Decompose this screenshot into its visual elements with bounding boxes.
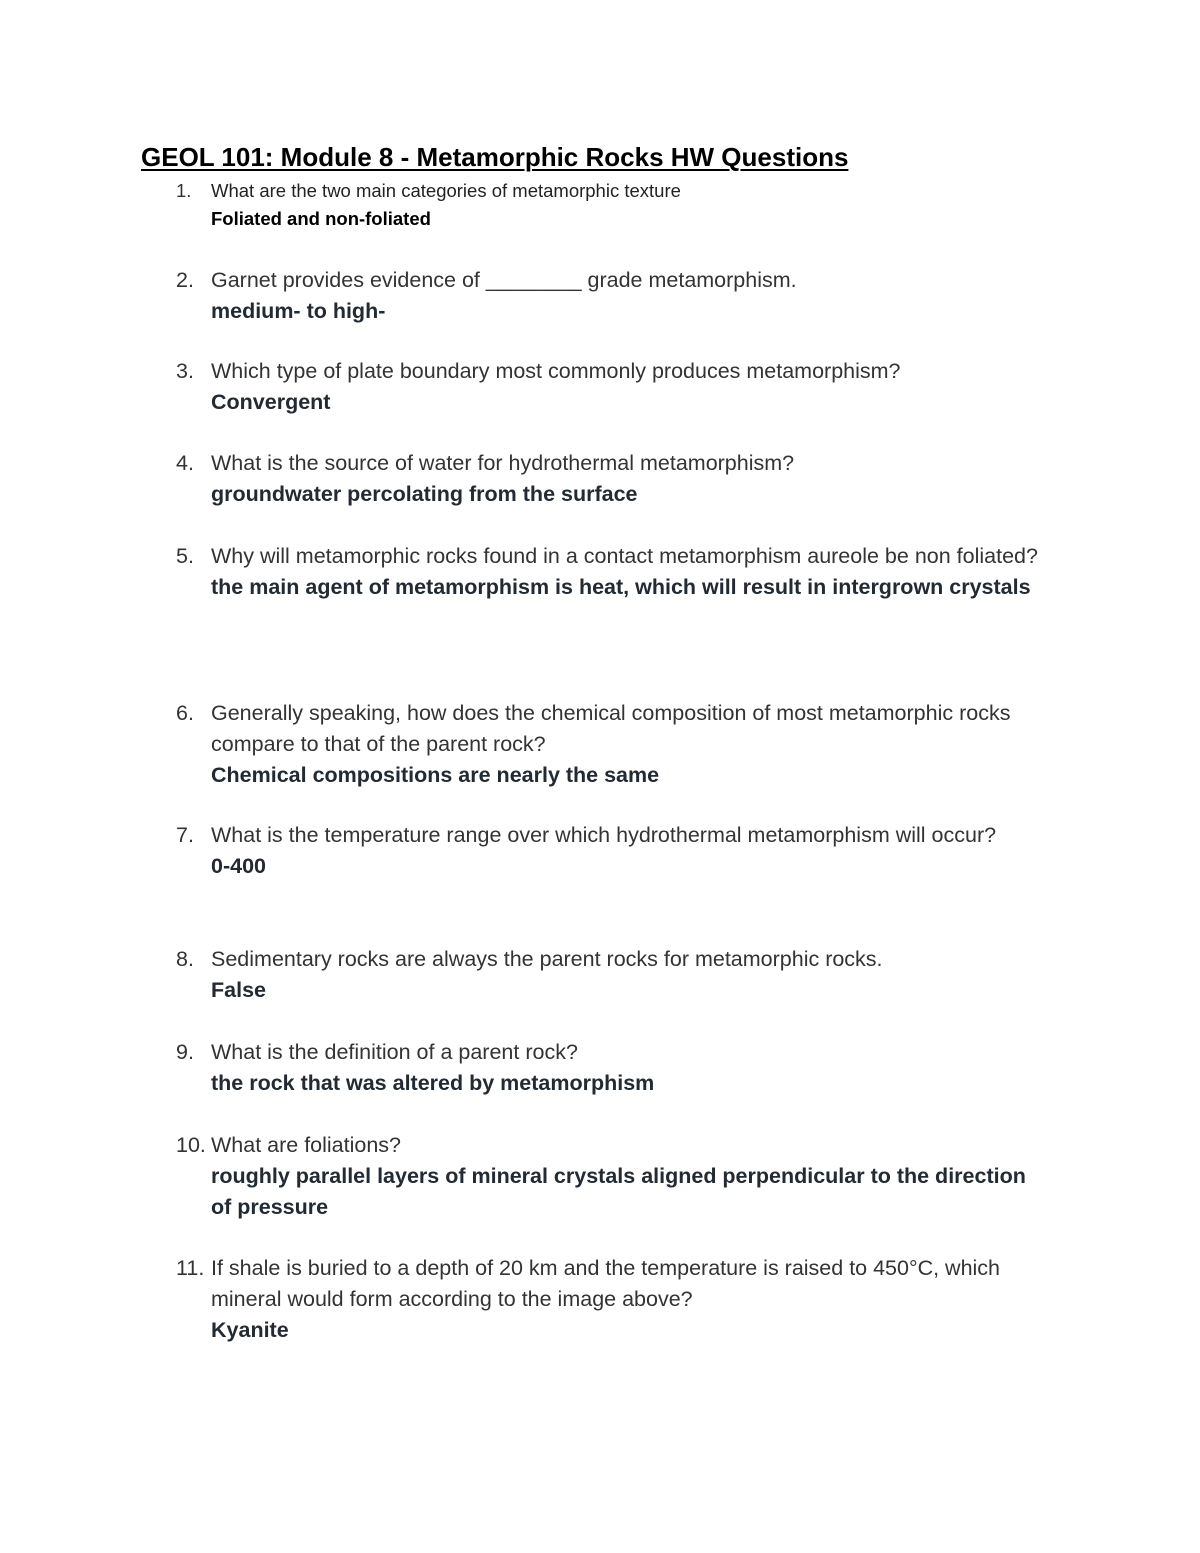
question-number: 8. bbox=[176, 947, 194, 971]
question-body bbox=[211, 1130, 1041, 1223]
answer-text: False bbox=[211, 978, 266, 1002]
question-body bbox=[211, 265, 1041, 327]
question-body bbox=[211, 820, 1041, 882]
question-body bbox=[211, 944, 1041, 1006]
question-number: 9. bbox=[176, 1040, 194, 1064]
question-body bbox=[211, 541, 1041, 603]
question-body bbox=[211, 1037, 1041, 1099]
answer-text: 0-400 bbox=[211, 854, 266, 878]
question-number: 6. bbox=[176, 701, 194, 725]
question-body bbox=[211, 698, 1041, 791]
question-body bbox=[211, 448, 1041, 510]
question-number: 2. bbox=[176, 268, 194, 292]
question-number: 1. bbox=[176, 180, 192, 201]
question-text: If shale is buried to a depth of 20 km and the temperature is raised to 450°C, which mineral would form according to the image above? bbox=[211, 1256, 1001, 1311]
answer-text: Chemical compositions are nearly the same bbox=[211, 763, 660, 787]
answer-text: Convergent bbox=[211, 390, 331, 414]
question-body bbox=[211, 1253, 1041, 1346]
answer-text: roughly parallel layers of mineral crystals aligned perpendicular to the direction of pressure bbox=[211, 1164, 1026, 1219]
answer-text: Kyanite bbox=[211, 1318, 289, 1342]
question-text: What is the source of water for hydrothermal metamorphism? bbox=[211, 451, 795, 475]
question-text: What are the two main categories of metamorphic texture bbox=[211, 180, 681, 201]
answer-text: Foliated and non-foliated bbox=[211, 208, 431, 229]
question-body bbox=[211, 356, 1041, 418]
question-text: Why will metamorphic rocks found in a contact metamorphism aureole be non foliated? bbox=[211, 544, 1038, 568]
question-text: What is the temperature range over which hydrothermal metamorphism will occur? bbox=[211, 823, 997, 847]
question-number: 4. bbox=[176, 451, 194, 475]
question-text: Which type of plate boundary most commonly produces metamorphism? bbox=[211, 359, 901, 383]
answer-text: the rock that was altered by metamorphism bbox=[211, 1071, 655, 1095]
question-text: What are foliations? bbox=[211, 1133, 402, 1157]
question-text: Generally speaking, how does the chemical composition of most metamorphic rocks compare to that of the parent rock? bbox=[211, 701, 1011, 756]
question-number: 3. bbox=[176, 359, 194, 383]
question-body bbox=[211, 177, 1041, 233]
question-number: 11. bbox=[176, 1256, 205, 1280]
answer-text: medium- to high- bbox=[211, 299, 386, 323]
question-text: What is the definition of a parent rock? bbox=[211, 1040, 578, 1064]
question-number: 7. bbox=[176, 823, 194, 847]
question-text: Sedimentary rocks are always the parent rocks for metamorphic rocks. bbox=[211, 947, 883, 971]
question-number: 10. bbox=[176, 1133, 206, 1157]
answer-text: groundwater percolating from the surface bbox=[211, 482, 638, 506]
question-number: 5. bbox=[176, 544, 194, 568]
answer-text: the main agent of metamorphism is heat, which will result in intergrown crystals bbox=[211, 575, 1031, 599]
question-text: Garnet provides evidence of ________ grade metamorphism. bbox=[211, 268, 797, 292]
document-title: GEOL 101: Module 8 - Metamorphic Rocks HW Questions bbox=[141, 142, 849, 172]
